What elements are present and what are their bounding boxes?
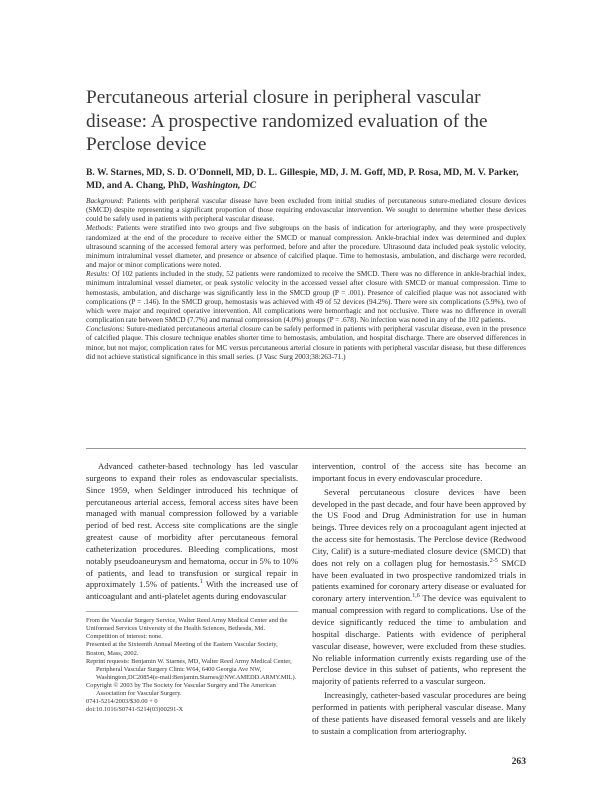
body-paragraph	[312, 487, 526, 688]
paragraph-text: The device was equivalent to manual compression with regard to complications. Use of the device significantly reduced the time to ambulation and hospital discharge. Patients with evidence of peripheral vascular disease, however, were excluded from these studies. No reliable information currently exists regarding use of the Perclose device in this subset of patients, who represent the majority of patients referred to a vascular surgeon.	[312, 593, 526, 687]
footnote-doi: doi:10.1016/S0741-5214(03)00291-X	[86, 706, 184, 714]
body-paragraph: Increasingly, catheter-based vascular procedures are being performed in patients with peripheral vascular disease. Many of these patients have diseased femoral vessels and are likely to sustain a complication from arteriography.	[312, 690, 526, 736]
body-column-right	[312, 461, 526, 737]
paragraph-text: Advanced catheter-based technology has led vascular surgeons to expand their roles as endovascular specialists. Since 1959, when Seldinger introduced his technique of percutaneous arterial access, femoral access sites have been managed with manual compression followed by a variable period of bed rest. Access site complications are the single greatest cause of morbidity after percutaneous femoral catheterization procedures. Bleeding complications, most notably pseudoaneurysm and hematoma, occur in 5% to 10% of patients, and lead to transfusion or surgical repair in approximately 1.5% of patients.	[86, 461, 298, 590]
body-column-left	[86, 461, 298, 714]
conclusions-text: Suture-mediated percutaneous arterial closure can be safely performed in patients with peripheral vascular disease, even in the presence of calcified plaque. This closure technique enables shorter time to hemostasis, ambulation, and hospital discharge. There are observed differences in minor, but not major, complication rates for MC versus percutaneous arterial closure in patients with peripheral vascular disease, but these differences did not achieve statistical significance in this small series.	[86, 324, 526, 361]
author-names: B. W. Starnes, MD, S. D. O'Donnell, MD, D. L. Gillespie, MD, J. M. Goff, MD, P. Rosa, MD, M. V. Parker, MD, and A. Chang, PhD,	[86, 167, 519, 191]
paragraph-text: With the increased use of anticoagulant and anti-platelet agents during endovascular	[86, 579, 298, 602]
reference-mark: 1,6	[412, 593, 420, 600]
author-location: Washington, DC	[190, 180, 257, 191]
results-text: Of 102 patients included in the study, 52 patients were randomized to receive the SMCD. There was no difference in ankle-brachial index, minimum intraluminal vessel diameter, or peak systolic velocity in the accessed vessel after closure with SMCD or manual compression. Time to hemostasis, ambulation, and discharge was significantly less in the SMCD group (P = .001). Presence of calcified plaque was not associated with complications (P = .146). In the SMCD group, hemostasis was achieved with 49 of 52 devices (94.2%). There were six complications (5.9%), two of which were major and required operative intervention. All complications were hemorrhagic and not occlusive. There was no difference in overall complication rate between SMCD (7.7%) and manual compression (4.0%) groups (P = .678). No infection was noted in any of the 102 patients.	[86, 269, 526, 325]
footnote-presented: Presented at the Sixteenth Annual Meeting of the Eastern Vascular Society, Boston, Mass, 2002.	[86, 641, 278, 657]
author-list	[86, 166, 526, 192]
footnote-copyright: Copyright © 2003 by The Society for Vascular Surgery and The American Association for Vascular Surgery.	[86, 681, 276, 697]
citation: (J Vasc Surg 2003;38:263-71.)	[254, 351, 346, 361]
abstract-divider	[86, 448, 526, 449]
methods-label: Methods:	[86, 223, 114, 233]
results-label: Results:	[86, 269, 110, 279]
page-number: 263	[511, 756, 526, 767]
abstract	[86, 196, 526, 361]
footnotes	[86, 617, 298, 714]
footnote-reprints: Reprint requests: Benjamin W. Starnes, MD, Walter Reed Army Medical Center, Peripheral Vascular Surgery Clinic W64, 6400 Georgia Ave NW, Washington,DC20854(e-mail:Benjamin.Starnes@NW.AMEDD.ARMY.MIL).	[86, 657, 297, 681]
footnote-issn: 0741-5214/2003/$30.00 + 0	[86, 698, 158, 706]
abstract-methods	[86, 223, 526, 269]
paragraph-text: SMCD have been evaluated in two prospective randomized trials in patients examined for coronary artery disease or evaluated for coronary artery intervention.	[312, 557, 526, 604]
body-paragraph: intervention, control of the access site has become an important focus in every endovascular procedure.	[312, 461, 526, 483]
abstract-conclusions	[86, 324, 526, 361]
footnote-affiliation: From the Vascular Surgery Service, Walter Reed Army Medical Center and the Uniformed Services University of the Health Sciences, Bethesda, Md.	[86, 617, 288, 633]
reference-mark: 2-5	[489, 557, 498, 564]
reference-mark: 1	[199, 579, 203, 586]
footnote-competition: Competition of interest: none.	[86, 633, 163, 641]
body-paragraph	[86, 461, 298, 603]
abstract-results	[86, 269, 526, 324]
abstract-background	[86, 196, 526, 223]
methods-text: Patients were stratified into two groups and five subgroups on the basis of indication for arteriography, and they were prospectively randomized at the end of the procedure to receive either the SMCD or manual compression. Ankle-brachial index was determined and duplex ultrasound scanning of the accessed femoral artery was performed, before and after the procedure. Ultrasound data included peak systolic velocity, minimum intraluminal vessel diameter, and presence or absence of calcified plaque. Time to hemostasis, ambulation, and discharge were recorded, and major or minor complications were noted.	[86, 223, 526, 270]
conclusions-label: Conclusions:	[86, 324, 125, 334]
background-text: Patients with peripheral vascular disease have been excluded from initial studies of percutaneous suture-mediated closure devices (SMCD) despite representing a significant proportion of those requiring endovascular intervention. We sought to determine whether these devices could be safely used in patients with peripheral vascular disease.	[86, 196, 526, 224]
article-title: Percutaneous arterial closure in peripheral vascular disease: A prospective randomized evaluation of the Perclose device	[86, 87, 488, 156]
footnote-divider	[86, 611, 298, 612]
background-label: Background:	[86, 196, 124, 205]
paragraph-text: Several percutaneous closure devices have been developed in the past decade, and four have been approved by the US Food and Drug Administration for use in human beings. Three devices rely on a procoagulant agent injected at the access site for hemostasis. The Perclose device (Redwood City, Calif) is a suture-mediated closure device (SMCD) that does not rely on a collagen plug for hemostasis.	[312, 486, 526, 568]
